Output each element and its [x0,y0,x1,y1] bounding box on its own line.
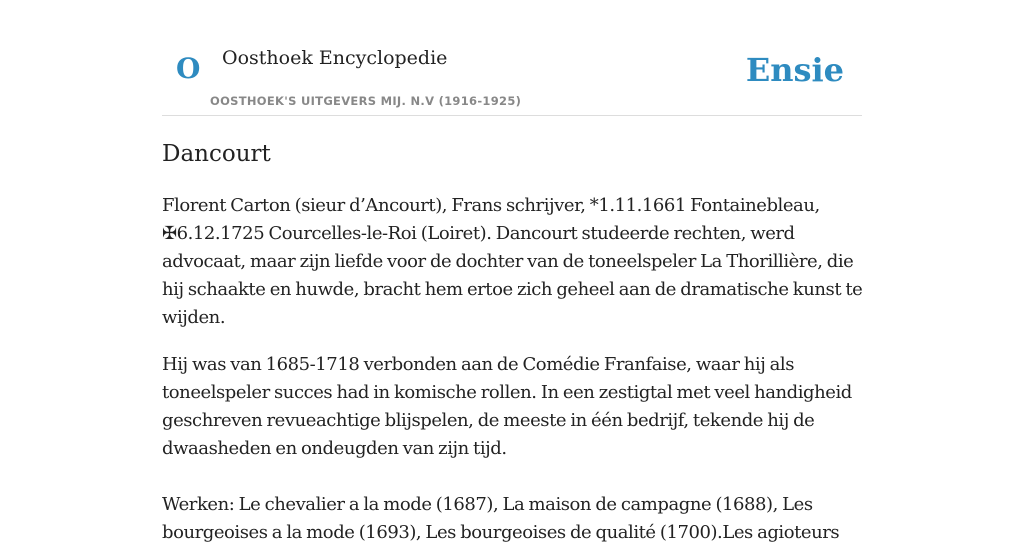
article [162,136,866,547]
article-paragraph: Hij was van 1685-1718 verbonden aan de Comédie Franfaise, waar hij als toneelspeler succes had in komische rollen. In een zestigtal met veel handigheid geschreven revueachtige blijspelen, de meeste in één bedrijf, tekende hij de dwaasheden en ondeugden van zijn tijd. [162,354,852,459]
publisher-subtitle: OOSTHOEK'S UITGEVERS MIJ. N.V (1916-1925) [210,94,522,108]
logo-mark[interactable]: O [176,52,201,85]
article-paragraph: Florent Carton (sieur d’Ancourt), Frans schrijver, *1.11.1661 Fontainebleau, ✠6.12.1725 Courcelles-le-Roi (Loiret). Dancourt studeerde rechten, werd advocaat, maar zijn liefde voor de dochter van de toneelspeler La Thorillière, die hij schaakte en huwde, bracht hem ertoe zich geheel aan de dramatische kunst te wijden. [162,195,863,328]
site-header [162,0,862,116]
article-paragraph: Werken: Le chevalier a la mode (1687), La maison de campagne (1688), Les bourgeoises a la mode (1693), Les bourgeoises de qualité (1700).Les agioteurs [162,494,840,543]
article-title: Dancourt [162,141,271,167]
brand-logo-link[interactable]: Ensie [745,51,844,89]
encyclopedia-title[interactable]: Oosthoek Encyclopedie [222,47,448,69]
